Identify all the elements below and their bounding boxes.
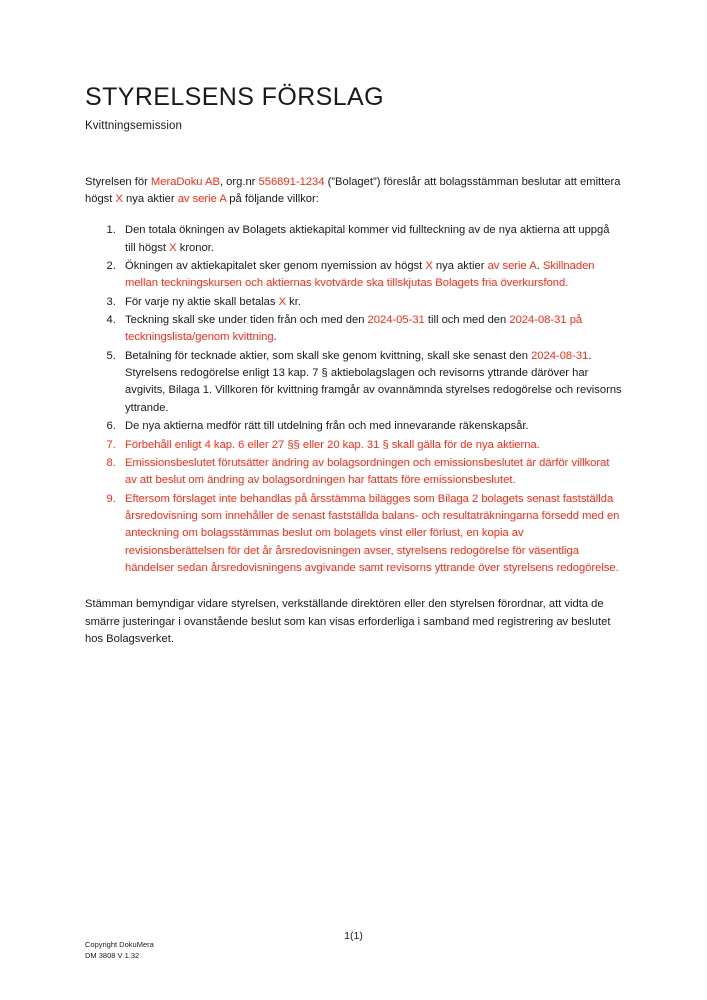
intro-paragraph: [85, 132, 622, 209]
share-series: av serie A: [177, 192, 227, 205]
clause-item: [119, 294, 622, 311]
intro-part1: Styrelsen för: [85, 175, 151, 188]
clause-text-segment: Skillnaden mellan teckningskursen och aktiernas kvotvärde ska tillskjutas Bolagets fria överkursfond.: [125, 259, 595, 290]
clause-text-segment: X: [425, 259, 433, 272]
intro-part5: på följande villkor:: [226, 192, 319, 205]
clause-item: [119, 418, 622, 435]
clause-text-segment: Teckning skall ske under tiden från och med den: [125, 314, 368, 327]
clause-text-segment: på teckningslista/genom kvittning: [125, 314, 583, 344]
clause-text-segment: Emissionsbeslutet förutsätter ändring av bolagsordningen och emissionsbeslutet är därför villkorat av att beslut om ändring av bolagsordningen har fattats före emissionsbeslutet.: [125, 456, 610, 487]
clause-text-segment: . Styrelsens redogörelse enligt 13 kap. 7 § aktiebolagslagen och revisorns yttrande däröver har avgivits, Bilaga 1. Villkoren för kvittning framgår av ovannämnda styrelses redogörelse och revisorns yttrande.: [125, 349, 622, 414]
page-subtitle: Kvittningsemission: [85, 119, 183, 132]
clause-item: [119, 491, 622, 578]
clause-text-segment: nya aktier: [432, 259, 488, 272]
intro-part4: nya aktier: [122, 192, 178, 205]
document-body: [85, 0, 622, 648]
clause-text-segment: 2024-08-31: [509, 314, 567, 327]
clause-text-segment: X: [169, 241, 177, 254]
clause-text-segment: .: [273, 331, 277, 344]
clause-list: [85, 222, 622, 577]
clause-text-segment: Ökningen av aktiekapitalet sker genom nyemission av högst: [125, 259, 426, 272]
clause-text-segment: För varje ny aktie skall betalas: [125, 295, 279, 308]
org-number: 556891-1234: [258, 175, 325, 188]
share-count-placeholder: X: [115, 192, 123, 205]
clause-text-segment: till och med den: [424, 314, 510, 327]
clause-item: [119, 348, 622, 417]
page-number: 1(1): [344, 930, 363, 942]
company-name: MeraDoku AB: [150, 175, 220, 188]
clause-text-segment: Betalning för tecknade aktier, som skall ske genom kvittning, skall ske senast den: [125, 349, 532, 362]
closing-paragraph: Stämman bemyndigar vidare styrelsen, verkställande direktören eller den styrelsen förordnar, att vidta de smärre justeringar i ovanstående beslut som kan visas erforderliga i samband med registrering av beslutet hos Bolagsverket.: [85, 598, 611, 646]
clause-text-segment: kr.: [286, 295, 301, 308]
clause-text-segment: Den totala ökningen av Bolagets aktiekapital kommer vid fullteckning av de nya aktierna att uppgå till högst: [125, 224, 610, 254]
clause-text-segment: 2024-05-31: [367, 314, 425, 327]
page-title: STYRELSENS FÖRSLAG: [85, 83, 384, 111]
intro-part3: (”Bolaget”) föreslår att bolagsstämman beslutar att emittera högst: [85, 175, 621, 205]
clause-text-segment: 2024-08-31: [531, 349, 589, 362]
clause-item: [119, 258, 622, 293]
clause-item: [119, 455, 622, 490]
clause-text-segment: De nya aktierna medför rätt till utdelning från och med innevarande räkenskapsår.: [125, 420, 529, 433]
clause-item: [119, 437, 622, 454]
clause-text-segment: Eftersom förslaget inte behandlas på årsstämma bilägges som Bilaga 2 bolagets senast fastställda årsredovisning som innehåller de senast fastställda balans- och resultaträkningarna försedd med en anteckning om bolagsstämmas beslut om bolagets vinst eller förlust, en kopia av revisionsberättelsen för det år årsredovisningen avser, styrelsens redogörelse för väsentliga händelser sedan årsredovisningens avgivande samt revisorns yttrande över styrelsens redogörelse.: [125, 492, 620, 575]
footer-meta: [85, 940, 154, 962]
clause-text-segment: kronor.: [176, 241, 214, 254]
clause-item: [119, 222, 622, 257]
clause-text-segment: X: [278, 295, 287, 308]
clause-text-segment: Förbehåll enligt 4 kap. 6 eller 27 §§ eller 20 kap. 31 § skall gälla för de nya aktierna.: [125, 438, 540, 451]
clause-text-segment: av serie A: [487, 259, 537, 272]
footer-docref: DM 3808 V 1.32: [85, 951, 140, 961]
clause-text-segment: .: [536, 259, 543, 272]
intro-part2: , org.nr: [219, 175, 259, 188]
clause-item: [119, 312, 622, 347]
footer-copyright: Copyright DokuMera: [85, 940, 154, 950]
